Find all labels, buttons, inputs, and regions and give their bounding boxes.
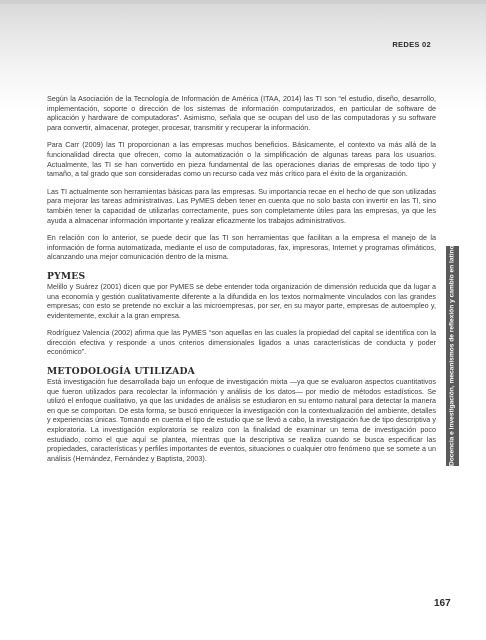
paragraph: En relación con lo anterior, se puede decir que las TI son herramientas que facilitan a la empresa el manejo de la información de forma automatizada, mediante el uso de computadoras, fax, impresoras, Internet y programas ofimáticos, alcanzando una mejor comunicación dentro de la misma. — [47, 233, 436, 262]
paragraph: Las TI actualmente son herramientas básicas para las empresas. Su importancia recae en el hecho de que son utilizadas para mejorar las tareas administrativas. Las PyMES deben tener en cuenta que no solo basta con invertir en las TI, sino también tener la capacidad de utilizarlas correctamente, pues son completamente útiles para las empresas, ya que les ayuda a almacenar información importante y realizar eficazmente los trabajos administrativos. — [47, 186, 436, 225]
paragraph: Rodríguez Valencia (2002) afirma que las PyMES “son aquellas en las cuales la propiedad del capital se identifica con la dirección efectiva y responde a unos criterios dimensionales ligados a unas características de conducta y poder económico”. — [47, 328, 436, 357]
paragraph: Según la Asociación de la Tecnología de Información de América (ITAA, 2014) las TI son “el estudio, diseño, desarrollo, implementación, soporte o dirección de los sistemas de información computarizados, en particular de software de aplicación y hardware de computadoras”. Asimismo, señala que se ocupan del uso de las computadoras y su software para convertir, almacenar, proteger, procesar, transmitir y recuperar la información. — [47, 94, 436, 132]
section-heading-pymes: PYMES — [47, 270, 86, 282]
page-number: 167 — [434, 598, 451, 609]
running-head: REDES 02 — [392, 40, 431, 49]
page-body — [47, 94, 436, 463]
section-heading-metodologia: METODOLOGÍA UTILIZADA — [47, 366, 195, 378]
paragraph: Melillo y Suárez (2001) dicen que por PyMES se debe entender toda organización de dimensión reducida que da lugar a una economía y gestión cualitativamente diferente a la difundida en los textos normalmente vinculados con las grandes empresas; con esto se pretende no excluir a las microempresas, por ser, en su mayor parte, empresas de autoempleo y, evidentemente, excluir a la gran empresa. — [47, 281, 436, 320]
header-bar — [0, 0, 486, 4]
paragraph: Para Carr (2009) las TI proporcionan a las empresas muchos beneficios. Básicamente, el contexto va más allá de la funcionalidad directa que ofrecen, como la automatización o la simplificación de algunas tareas para los usuarios. Actualmente, las TI se han convertido en pieza fundamental de las operaciones diarias de empresas de todo tipo y tamaño, a tal grado que son consideradas como un recurso cada vez más crítico para el éxito de la organización. — [47, 140, 436, 179]
side-tab-text: Docencia e investigación, mecanismos de reflexión y cambio en latinoamérica — [448, 220, 456, 466]
paragraph: Está investigación fue desarrollada bajo un enfoque de investigación mixta —ya que se evaluaron aspectos cuantitativos que fueron utilizados para recolectar la información y análisis de los datos— por medio de métodos estadísticos. Se utilizó el enfoque cualitativo, ya que las unidades de análisis se estudiaron en su entorno natural para detectar la manera en que se comportan. De esta forma, se buscó enriquecer la investigación con la contextualización del ambiente, detalles y experiencias únicas. Tomando en cuenta el tipo de estudio que se llevó a cabo, la investigación fue de tipo descriptiva y exploratoria. La investigación exploratoria se realizo con la finalidad de examinar un tema de investigación poco estudiado, como el que aquí se plantea, mientras que la descriptiva se realiza cuando se busca especificar las propiedades, características y perfiles importantes de eventos, situaciones o cualquier otro fenómeno que se somete a un análisis (Hernández, Fernández y Baptista, 2003). — [47, 377, 436, 463]
